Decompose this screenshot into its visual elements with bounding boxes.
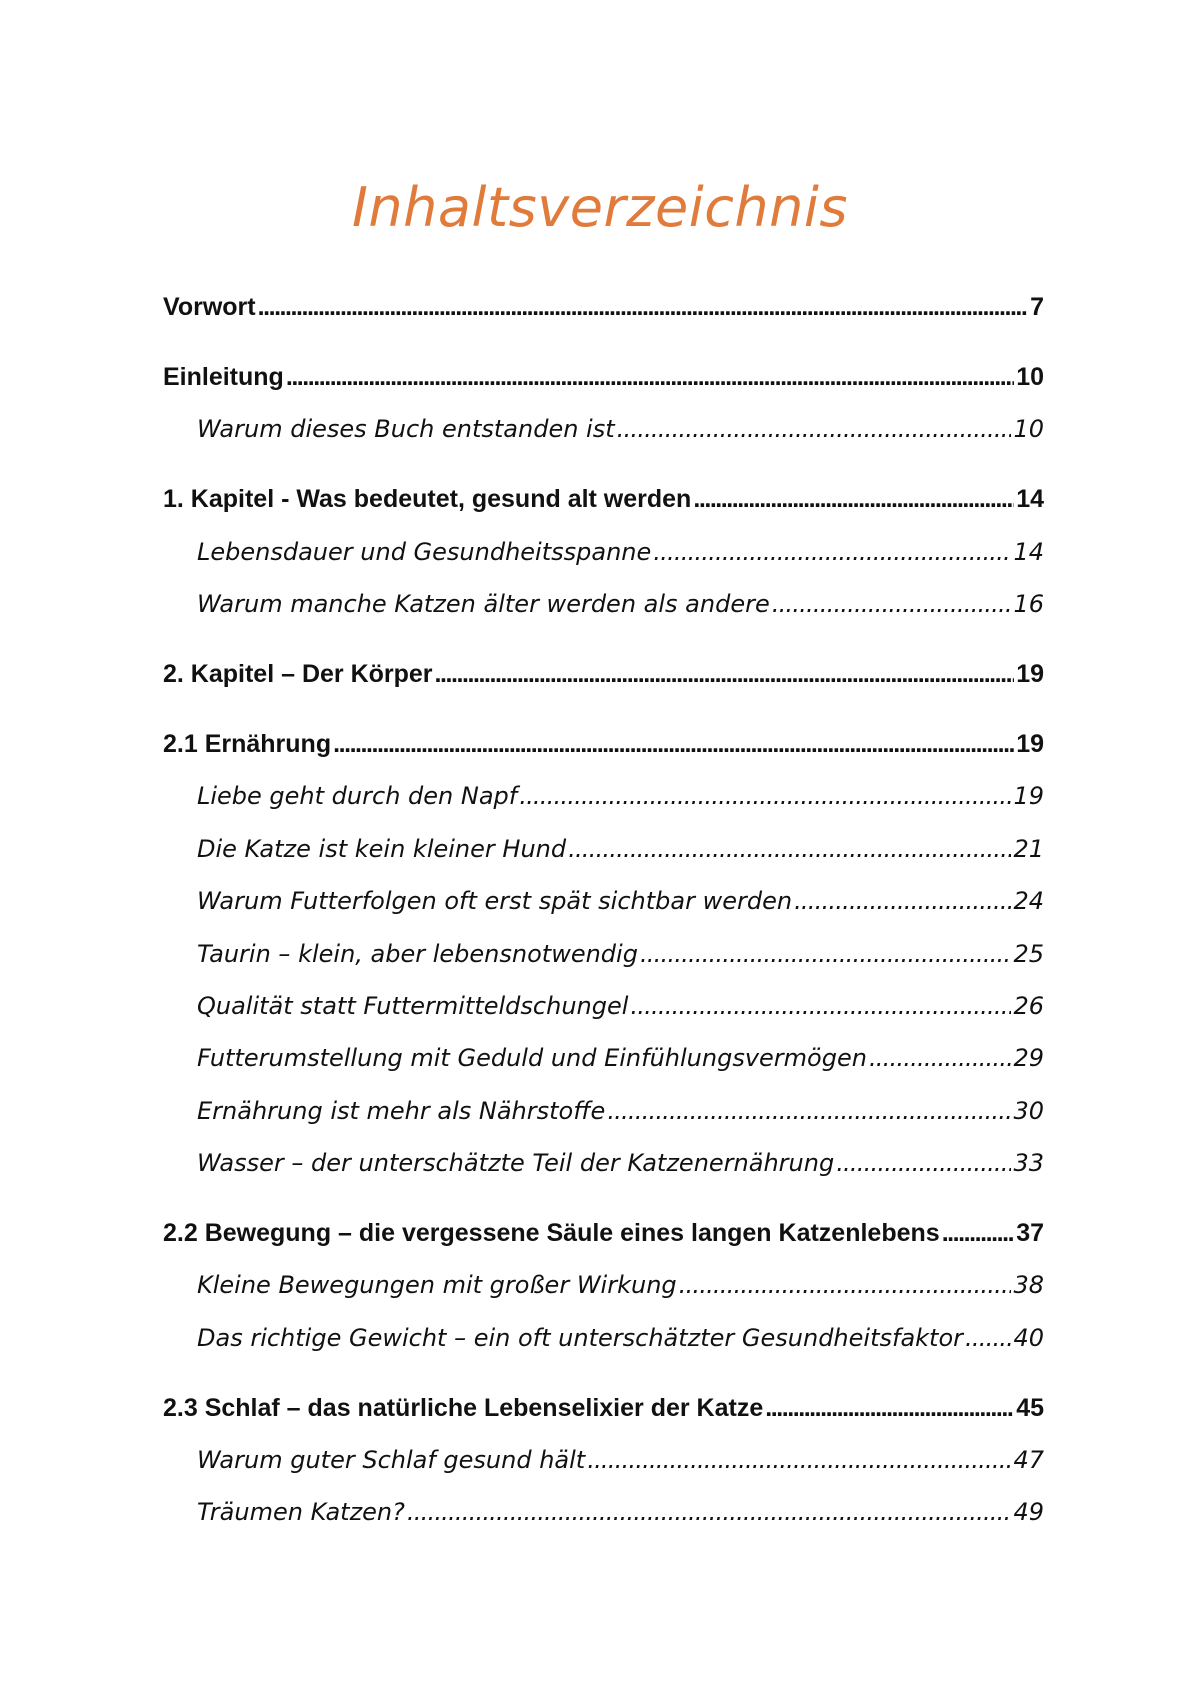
- toc-entry-label: 1. Kapitel - Was bedeutet, gesund alt werden: [163, 485, 692, 513]
- toc-entry-label: Liebe geht durch den Napf: [197, 782, 518, 810]
- toc-entry-label: Ernährung ist mehr als Nährstoffe: [197, 1097, 606, 1125]
- toc-entry-page: 33: [1013, 1149, 1044, 1177]
- toc-entry-page: 40: [1013, 1324, 1044, 1352]
- toc-entry-page: 10: [1013, 415, 1044, 443]
- dot-leader: [765, 1394, 1014, 1423]
- toc-entry: [197, 835, 1044, 863]
- dot-leader: [630, 992, 1011, 1020]
- toc-entry-label: Futterumstellung mit Geduld und Einfühlungsvermögen: [197, 1044, 867, 1072]
- dot-leader: [772, 590, 1012, 618]
- toc-entry-label: Vorwort: [163, 293, 256, 321]
- dot-leader: [607, 1097, 1011, 1125]
- toc-entry-page: 10: [1016, 363, 1044, 391]
- dot-leader: [519, 782, 1011, 810]
- toc-entry-label: 2. Kapitel – Der Körper: [163, 660, 433, 688]
- toc-entry-label: Einleitung: [163, 363, 284, 391]
- toc-entry: [197, 1149, 1044, 1177]
- toc-entry-label: Warum Futterfolgen oft erst spät sichtbar werden: [197, 887, 793, 915]
- toc-entry-page: 25: [1013, 940, 1044, 968]
- toc-entry-label: Wasser – der unterschätzte Teil der Katzenernährung: [197, 1149, 835, 1177]
- toc-entry-page: 29: [1013, 1044, 1044, 1072]
- toc-entry: [163, 363, 1044, 392]
- dot-leader: [587, 1446, 1011, 1474]
- toc-entry-label: Die Katze ist kein kleiner Hund: [197, 835, 567, 863]
- dot-leader: [679, 1271, 1012, 1299]
- dot-leader: [869, 1044, 1012, 1072]
- toc-entry: [197, 590, 1044, 618]
- dot-leader: [333, 730, 1014, 759]
- toc-entry-label: Qualität statt Futtermitteldschungel: [197, 992, 629, 1020]
- toc-entry-page: 19: [1016, 730, 1044, 758]
- dot-leader: [286, 363, 1014, 392]
- toc-entry: [163, 1394, 1044, 1423]
- toc-entry-page: 38: [1013, 1271, 1044, 1299]
- toc-entry: [197, 415, 1044, 443]
- toc-entry: [163, 293, 1044, 322]
- dot-leader: [640, 940, 1012, 968]
- dot-leader: [693, 485, 1014, 514]
- toc-entry-label: Taurin – klein, aber lebensnotwendig: [197, 940, 638, 968]
- toc-entry-page: 16: [1013, 590, 1044, 618]
- toc-entry: [197, 1446, 1044, 1474]
- toc-entry-label: Warum guter Schlaf gesund hält: [197, 1446, 586, 1474]
- toc-entry-label: Kleine Bewegungen mit großer Wirkung: [197, 1271, 677, 1299]
- toc-entry: [197, 940, 1044, 968]
- toc-entry: [197, 1097, 1044, 1125]
- toc-entry-page: 19: [1016, 660, 1044, 688]
- toc-entry: [197, 1271, 1044, 1299]
- toc-entry-page: 45: [1016, 1394, 1044, 1422]
- toc-entry-page: 49: [1013, 1498, 1044, 1526]
- dot-leader: [942, 1219, 1015, 1248]
- dot-leader: [617, 415, 1012, 443]
- toc-entry-label: Das richtige Gewicht – ein oft unterschätzter Gesundheitsfaktor: [197, 1324, 964, 1352]
- toc-entry: [163, 485, 1044, 514]
- dot-leader: [794, 887, 1011, 915]
- toc-entry: [163, 660, 1044, 689]
- dot-leader: [407, 1498, 1012, 1526]
- dot-leader: [965, 1324, 1011, 1352]
- toc-entry: [197, 1324, 1044, 1352]
- toc-entry-label: Warum manche Katzen älter werden als andere: [197, 590, 770, 618]
- toc-entry-label: Lebensdauer und Gesundheitsspanne: [197, 538, 652, 566]
- toc-entry-page: 37: [1016, 1219, 1044, 1247]
- toc-entry-page: 19: [1013, 782, 1044, 810]
- toc-entry-page: 21: [1013, 835, 1044, 863]
- toc-entry: [197, 1498, 1044, 1526]
- dot-leader: [435, 660, 1015, 689]
- toc-entry: [163, 1219, 1044, 1248]
- dot-leader: [836, 1149, 1011, 1177]
- toc-entry-page: 30: [1013, 1097, 1044, 1125]
- toc-entry-page: 26: [1013, 992, 1044, 1020]
- dot-leader: [568, 835, 1011, 863]
- toc-entry-page: 14: [1016, 485, 1044, 513]
- dot-leader: [258, 293, 1029, 322]
- toc-entry: [197, 992, 1044, 1020]
- toc-entry-page: 7: [1030, 293, 1044, 321]
- toc-entry-label: Träumen Katzen?: [197, 1498, 405, 1526]
- toc-entry: [163, 730, 1044, 759]
- toc-entry-label: Warum dieses Buch entstanden ist: [197, 415, 615, 443]
- toc-entry-label: 2.3 Schlaf – das natürliche Lebenselixier der Katze: [163, 1394, 764, 1422]
- toc-entry: [197, 538, 1044, 566]
- toc-entry-label: 2.2 Bewegung – die vergessene Säule eines langen Katzenlebens: [163, 1219, 940, 1247]
- toc-entry-page: 47: [1013, 1446, 1044, 1474]
- toc-entry-label: 2.1 Ernährung: [163, 730, 332, 758]
- toc-entry: [197, 1044, 1044, 1072]
- toc-entry: [197, 782, 1044, 810]
- page-title: Inhaltsverzeichnis: [351, 176, 848, 239]
- dot-leader: [653, 538, 1011, 566]
- toc-entry: [197, 887, 1044, 915]
- toc-entry-page: 14: [1013, 538, 1044, 566]
- toc-entry-page: 24: [1013, 887, 1044, 915]
